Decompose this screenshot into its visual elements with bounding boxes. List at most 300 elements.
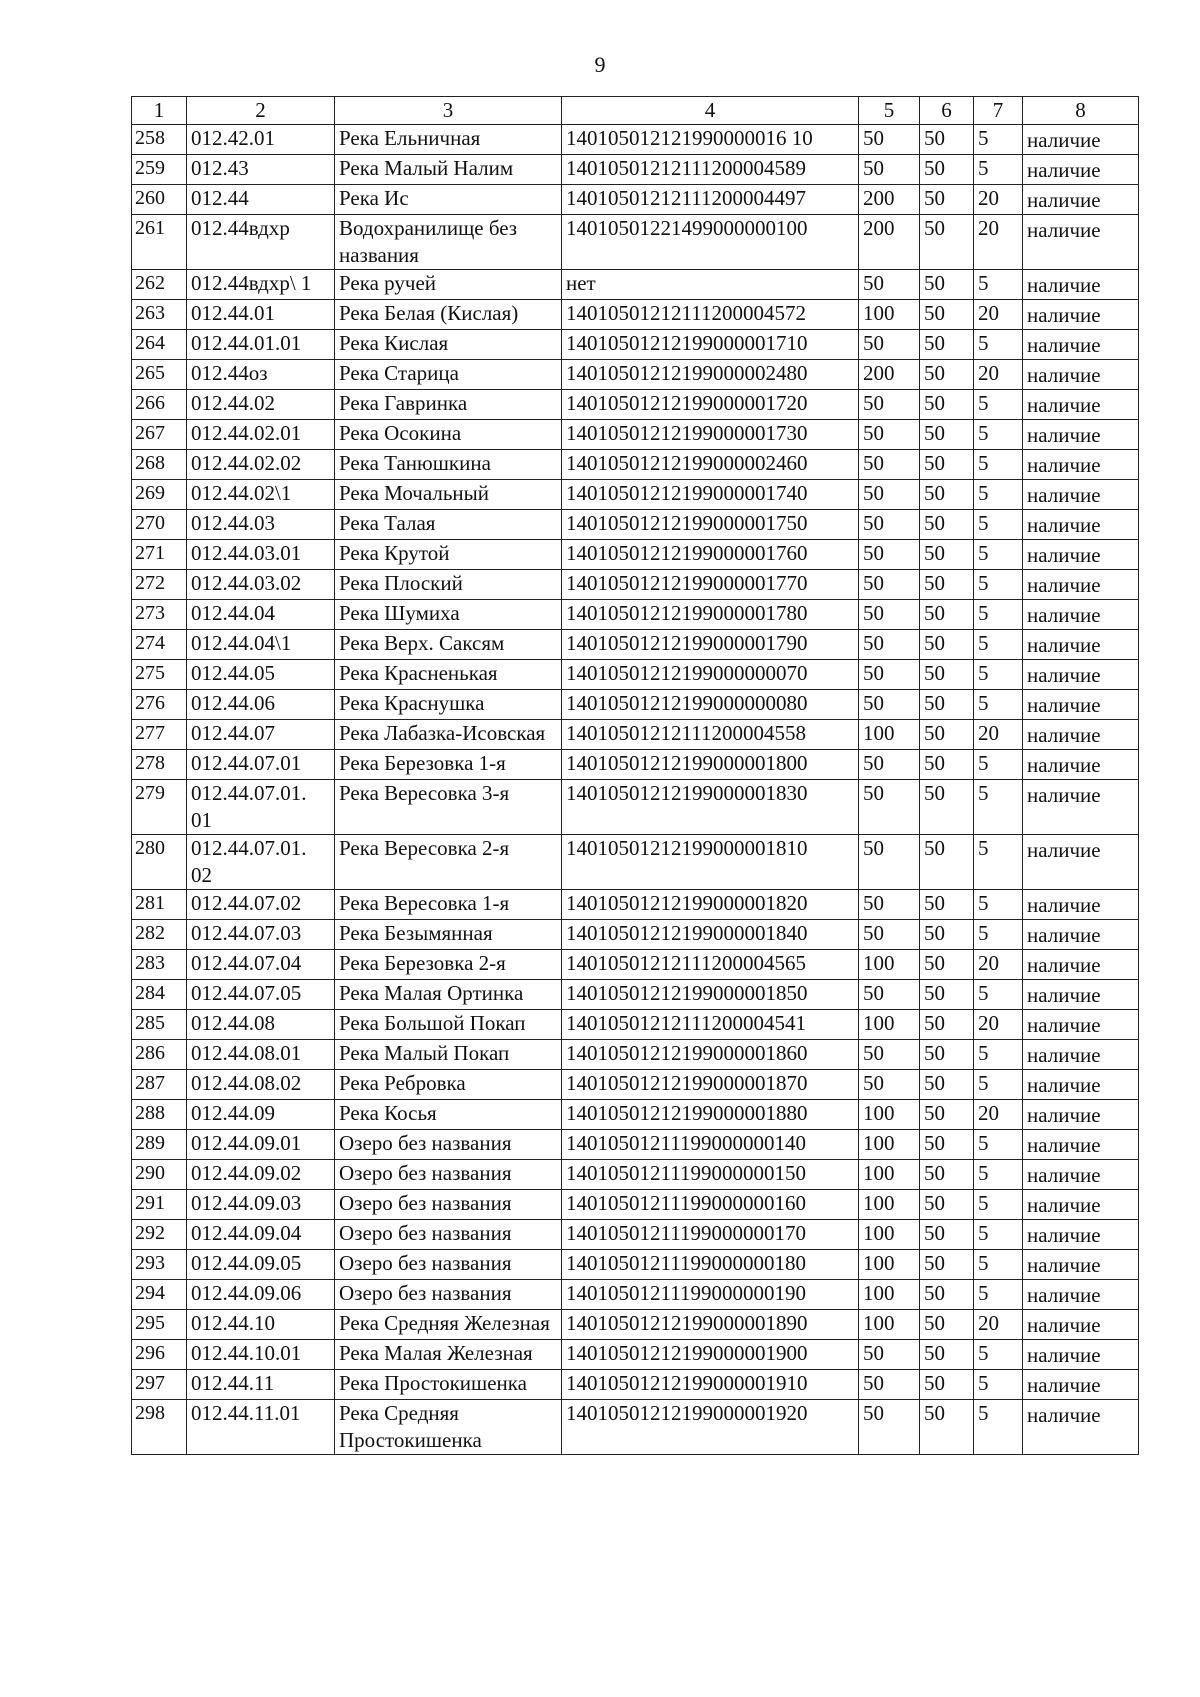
name-cell: Река ручей: [335, 270, 562, 300]
registry-id-cell: 14010501211199000000140: [562, 1130, 859, 1160]
code-cell: 012.44.03.02: [187, 570, 335, 600]
value-cell: 50: [859, 980, 920, 1010]
status-cell: наличие: [1023, 1010, 1139, 1040]
status-cell: наличие: [1023, 660, 1139, 690]
column-header: 3: [335, 97, 562, 125]
name-cell: Река Ельничная: [335, 125, 562, 155]
code-cell: 012.44.09.05: [187, 1250, 335, 1280]
status-cell: наличие: [1023, 300, 1139, 330]
value-cell: 20: [974, 360, 1023, 390]
value-cell: 5: [974, 920, 1023, 950]
name-cell: Река Красненькая: [335, 660, 562, 690]
status-cell: наличие: [1023, 1280, 1139, 1310]
code-cell: 012.44.02: [187, 390, 335, 420]
code-cell: 012.44.10.01: [187, 1340, 335, 1370]
registry-id-cell: 14010501212111200004589: [562, 155, 859, 185]
code-cell: 012.44.07.05: [187, 980, 335, 1010]
value-cell: 5: [974, 480, 1023, 510]
code-cell: 012.44вдхр: [187, 215, 335, 270]
row-number-cell: 270: [132, 510, 187, 540]
value-cell: 50: [920, 510, 974, 540]
value-cell: 50: [920, 125, 974, 155]
name-cell: Река Старица: [335, 360, 562, 390]
name-cell: Река Крутой: [335, 540, 562, 570]
status-cell: наличие: [1023, 185, 1139, 215]
name-cell: Река Белая (Кислая): [335, 300, 562, 330]
row-number-cell: 293: [132, 1250, 187, 1280]
value-cell: 5: [974, 1130, 1023, 1160]
name-cell: Река Безымянная: [335, 920, 562, 950]
code-cell: 012.44.04\1: [187, 630, 335, 660]
value-cell: 50: [920, 950, 974, 980]
value-cell: 5: [974, 420, 1023, 450]
name-cell: Река Танюшкина: [335, 450, 562, 480]
row-number-cell: 290: [132, 1160, 187, 1190]
column-header: 6: [920, 97, 974, 125]
value-cell: 5: [974, 1370, 1023, 1400]
code-cell: 012.44.07.01: [187, 750, 335, 780]
registry-id-cell: 14010501212199000001850: [562, 980, 859, 1010]
table-row: [132, 185, 1139, 215]
value-cell: 20: [974, 1310, 1023, 1340]
value-cell: 200: [859, 215, 920, 270]
registry-id-cell: 14010501212199000001720: [562, 390, 859, 420]
name-cell: Река Ребровка: [335, 1070, 562, 1100]
value-cell: 50: [859, 1070, 920, 1100]
row-number-cell: 281: [132, 890, 187, 920]
table-row: [132, 600, 1139, 630]
code-cell: 012.44.10: [187, 1310, 335, 1340]
value-cell: 50: [920, 480, 974, 510]
name-cell: Река Малый Покап: [335, 1040, 562, 1070]
code-cell: 012.44.08.02: [187, 1070, 335, 1100]
table-row: [132, 630, 1139, 660]
value-cell: 100: [859, 950, 920, 980]
registry-id-cell: 14010501212199000001880: [562, 1100, 859, 1130]
value-cell: 50: [859, 390, 920, 420]
value-cell: 50: [920, 630, 974, 660]
code-cell: 012.44.09.03: [187, 1190, 335, 1220]
value-cell: 50: [920, 1160, 974, 1190]
row-number-cell: 274: [132, 630, 187, 660]
value-cell: 5: [974, 835, 1023, 890]
value-cell: 50: [920, 540, 974, 570]
status-cell: наличие: [1023, 1160, 1139, 1190]
value-cell: 50: [859, 450, 920, 480]
status-cell: наличие: [1023, 1340, 1139, 1370]
status-cell: наличие: [1023, 125, 1139, 155]
registry-id-cell: 14010501212199000001920: [562, 1400, 859, 1455]
value-cell: 5: [974, 600, 1023, 630]
row-number-cell: 295: [132, 1310, 187, 1340]
code-cell: 012.42.01: [187, 125, 335, 155]
status-cell: наличие: [1023, 1220, 1139, 1250]
value-cell: 50: [920, 920, 974, 950]
value-cell: 50: [859, 330, 920, 360]
name-cell: Река Простокишенка: [335, 1370, 562, 1400]
name-cell: Река Краснушка: [335, 690, 562, 720]
name-cell: Река Шумиха: [335, 600, 562, 630]
registry-id-cell: 14010501212199000001900: [562, 1340, 859, 1370]
value-cell: 50: [859, 420, 920, 450]
value-cell: 50: [920, 980, 974, 1010]
water-objects-table: [131, 96, 1139, 1455]
status-cell: наличие: [1023, 980, 1139, 1010]
name-cell: Река Гавринка: [335, 390, 562, 420]
value-cell: 50: [859, 270, 920, 300]
status-cell: наличие: [1023, 1190, 1139, 1220]
value-cell: 50: [920, 1100, 974, 1130]
value-cell: 50: [920, 1220, 974, 1250]
value-cell: 200: [859, 185, 920, 215]
code-cell: 012.44.08.01: [187, 1040, 335, 1070]
value-cell: 5: [974, 155, 1023, 185]
value-cell: 5: [974, 1190, 1023, 1220]
row-number-cell: 277: [132, 720, 187, 750]
status-cell: наличие: [1023, 920, 1139, 950]
status-cell: наличие: [1023, 1100, 1139, 1130]
value-cell: 5: [974, 570, 1023, 600]
code-cell: 012.44.07.01. 02: [187, 835, 335, 890]
table-row: [132, 660, 1139, 690]
code-cell: 012.44.09.06: [187, 1280, 335, 1310]
value-cell: 50: [920, 1280, 974, 1310]
table-row: [132, 950, 1139, 980]
value-cell: 50: [920, 780, 974, 835]
table-row: [132, 330, 1139, 360]
value-cell: 50: [920, 1010, 974, 1040]
row-number-cell: 294: [132, 1280, 187, 1310]
row-number-cell: 284: [132, 980, 187, 1010]
value-cell: 5: [974, 890, 1023, 920]
name-cell: Озеро без названия: [335, 1280, 562, 1310]
status-cell: наличие: [1023, 1310, 1139, 1340]
table-row: [132, 1250, 1139, 1280]
name-cell: Озеро без названия: [335, 1250, 562, 1280]
row-number-cell: 266: [132, 390, 187, 420]
value-cell: 5: [974, 510, 1023, 540]
status-cell: наличие: [1023, 890, 1139, 920]
registry-id-cell: 14010501212199000001770: [562, 570, 859, 600]
row-number-cell: 268: [132, 450, 187, 480]
code-cell: 012.44.07: [187, 720, 335, 750]
value-cell: 5: [974, 1070, 1023, 1100]
table-row: [132, 360, 1139, 390]
registry-id-cell: 14010501212199000001780: [562, 600, 859, 630]
status-cell: наличие: [1023, 450, 1139, 480]
name-cell: Озеро без названия: [335, 1190, 562, 1220]
registry-id-cell: 14010501211199000000190: [562, 1280, 859, 1310]
name-cell: Река Талая: [335, 510, 562, 540]
value-cell: 20: [974, 185, 1023, 215]
row-number-cell: 263: [132, 300, 187, 330]
value-cell: 50: [920, 690, 974, 720]
value-cell: 20: [974, 215, 1023, 270]
registry-id-cell: 14010501212199000001840: [562, 920, 859, 950]
value-cell: 50: [920, 1250, 974, 1280]
value-cell: 50: [920, 1040, 974, 1070]
table-row: [132, 1100, 1139, 1130]
status-cell: наличие: [1023, 510, 1139, 540]
registry-id-cell: 14010501212111200004497: [562, 185, 859, 215]
value-cell: 50: [859, 1370, 920, 1400]
code-cell: 012.44.01.01: [187, 330, 335, 360]
table-row: [132, 780, 1139, 835]
registry-id-cell: 14010501211199000000170: [562, 1220, 859, 1250]
table-row: [132, 1190, 1139, 1220]
value-cell: 50: [920, 600, 974, 630]
value-cell: 50: [920, 155, 974, 185]
value-cell: 50: [859, 1040, 920, 1070]
name-cell: Река Кислая: [335, 330, 562, 360]
status-cell: наличие: [1023, 835, 1139, 890]
code-cell: 012.44вдхр\ 1: [187, 270, 335, 300]
table-row: [132, 300, 1139, 330]
code-cell: 012.44.09.01: [187, 1130, 335, 1160]
row-number-cell: 267: [132, 420, 187, 450]
value-cell: 50: [920, 1070, 974, 1100]
value-cell: 5: [974, 690, 1023, 720]
registry-id-cell: 14010501212199000002460: [562, 450, 859, 480]
row-number-cell: 265: [132, 360, 187, 390]
value-cell: 50: [859, 600, 920, 630]
value-cell: 50: [920, 270, 974, 300]
status-cell: наличие: [1023, 390, 1139, 420]
table-row: [132, 980, 1139, 1010]
registry-id-cell: 14010501212199000001860: [562, 1040, 859, 1070]
value-cell: 100: [859, 300, 920, 330]
name-cell: Река Средняя Железная: [335, 1310, 562, 1340]
value-cell: 50: [859, 660, 920, 690]
value-cell: 50: [920, 835, 974, 890]
registry-id-cell: 14010501212199000001750: [562, 510, 859, 540]
code-cell: 012.44.08: [187, 1010, 335, 1040]
row-number-cell: 273: [132, 600, 187, 630]
row-number-cell: 289: [132, 1130, 187, 1160]
code-cell: 012.44.09.02: [187, 1160, 335, 1190]
row-number-cell: 286: [132, 1040, 187, 1070]
value-cell: 50: [920, 720, 974, 750]
name-cell: Река Березовка 2-я: [335, 950, 562, 980]
value-cell: 20: [974, 720, 1023, 750]
value-cell: 20: [974, 950, 1023, 980]
value-cell: 20: [974, 300, 1023, 330]
value-cell: 50: [859, 835, 920, 890]
status-cell: наличие: [1023, 780, 1139, 835]
status-cell: наличие: [1023, 330, 1139, 360]
name-cell: Река Березовка 1-я: [335, 750, 562, 780]
table-row: [132, 480, 1139, 510]
value-cell: 50: [859, 1400, 920, 1455]
registry-id-cell: 14010501212199000000080: [562, 690, 859, 720]
code-cell: 012.44.06: [187, 690, 335, 720]
value-cell: 5: [974, 450, 1023, 480]
table-row: [132, 1130, 1139, 1160]
value-cell: 5: [974, 1040, 1023, 1070]
table-row: [132, 835, 1139, 890]
registry-id-cell: 14010501212199000000070: [562, 660, 859, 690]
value-cell: 100: [859, 1280, 920, 1310]
row-number-cell: 258: [132, 125, 187, 155]
table-row: [132, 1220, 1139, 1250]
code-cell: 012.44.11.01: [187, 1400, 335, 1455]
row-number-cell: 296: [132, 1340, 187, 1370]
table-row: [132, 270, 1139, 300]
row-number-cell: 282: [132, 920, 187, 950]
row-number-cell: 288: [132, 1100, 187, 1130]
value-cell: 5: [974, 980, 1023, 1010]
value-cell: 50: [920, 1340, 974, 1370]
value-cell: 100: [859, 1190, 920, 1220]
table-row: [132, 390, 1139, 420]
status-cell: наличие: [1023, 600, 1139, 630]
status-cell: наличие: [1023, 540, 1139, 570]
table-row: [132, 690, 1139, 720]
status-cell: наличие: [1023, 270, 1139, 300]
name-cell: Река Осокина: [335, 420, 562, 450]
status-cell: наличие: [1023, 690, 1139, 720]
row-number-cell: 279: [132, 780, 187, 835]
registry-id-cell: 14010501212111200004572: [562, 300, 859, 330]
row-number-cell: 269: [132, 480, 187, 510]
value-cell: 50: [920, 750, 974, 780]
name-cell: Река Плоский: [335, 570, 562, 600]
value-cell: 5: [974, 540, 1023, 570]
code-cell: 012.44.02.02: [187, 450, 335, 480]
status-cell: наличие: [1023, 1400, 1139, 1455]
registry-id-cell: 140105012121990000016 10: [562, 125, 859, 155]
value-cell: 50: [920, 450, 974, 480]
registry-id-cell: 14010501212111200004565: [562, 950, 859, 980]
value-cell: 50: [859, 890, 920, 920]
value-cell: 50: [859, 630, 920, 660]
code-cell: 012.44.07.02: [187, 890, 335, 920]
registry-id-cell: 14010501212199000001910: [562, 1370, 859, 1400]
table-row: [132, 570, 1139, 600]
code-cell: 012.44.05: [187, 660, 335, 690]
row-number-cell: 283: [132, 950, 187, 980]
column-header: 2: [187, 97, 335, 125]
table-row: [132, 510, 1139, 540]
row-number-cell: 292: [132, 1220, 187, 1250]
value-cell: 50: [920, 890, 974, 920]
registry-id-cell: 14010501212199000001890: [562, 1310, 859, 1340]
registry-id-cell: 14010501212199000001820: [562, 890, 859, 920]
code-cell: 012.44.02.01: [187, 420, 335, 450]
column-header: 1: [132, 97, 187, 125]
value-cell: 5: [974, 660, 1023, 690]
value-cell: 200: [859, 360, 920, 390]
value-cell: 50: [920, 330, 974, 360]
code-cell: 012.44.07.04: [187, 950, 335, 980]
table-row: [132, 450, 1139, 480]
value-cell: 50: [859, 570, 920, 600]
registry-id-cell: 14010501212199000001760: [562, 540, 859, 570]
value-cell: 20: [974, 1010, 1023, 1040]
status-cell: наличие: [1023, 1070, 1139, 1100]
code-cell: 012.44.07.03: [187, 920, 335, 950]
table-row: [132, 1010, 1139, 1040]
name-cell: Река Лабазка-Исовская: [335, 720, 562, 750]
code-cell: 012.44.01: [187, 300, 335, 330]
status-cell: наличие: [1023, 1040, 1139, 1070]
table-row: [132, 890, 1139, 920]
status-cell: наличие: [1023, 360, 1139, 390]
value-cell: 5: [974, 1250, 1023, 1280]
registry-id-cell: 14010501212199000001810: [562, 835, 859, 890]
value-cell: 50: [920, 1130, 974, 1160]
registry-id-cell: 14010501221499000000100: [562, 215, 859, 270]
value-cell: 50: [920, 660, 974, 690]
registry-id-cell: 14010501212199000001870: [562, 1070, 859, 1100]
name-cell: Река Верх. Саксям: [335, 630, 562, 660]
value-cell: 50: [859, 690, 920, 720]
table-row: [132, 1370, 1139, 1400]
table-row: [132, 125, 1139, 155]
code-cell: 012.43: [187, 155, 335, 185]
table-row: [132, 1280, 1139, 1310]
table-row: [132, 1040, 1139, 1070]
table-row: [132, 420, 1139, 450]
value-cell: 50: [920, 1400, 974, 1455]
registry-id-cell: нет: [562, 270, 859, 300]
value-cell: 50: [859, 510, 920, 540]
value-cell: 5: [974, 780, 1023, 835]
value-cell: 100: [859, 1010, 920, 1040]
value-cell: 5: [974, 1220, 1023, 1250]
value-cell: 100: [859, 1220, 920, 1250]
registry-id-cell: 14010501211199000000180: [562, 1250, 859, 1280]
row-number-cell: 259: [132, 155, 187, 185]
column-header: 4: [562, 97, 859, 125]
value-cell: 5: [974, 1280, 1023, 1310]
value-cell: 50: [920, 420, 974, 450]
name-cell: Река Вересовка 3-я: [335, 780, 562, 835]
row-number-cell: 260: [132, 185, 187, 215]
value-cell: 50: [920, 185, 974, 215]
value-cell: 5: [974, 270, 1023, 300]
registry-id-cell: 14010501212111200004558: [562, 720, 859, 750]
value-cell: 5: [974, 1400, 1023, 1455]
name-cell: Река Малая Железная: [335, 1340, 562, 1370]
table-row: [132, 1400, 1139, 1455]
row-number-cell: 297: [132, 1370, 187, 1400]
value-cell: 50: [859, 540, 920, 570]
row-number-cell: 275: [132, 660, 187, 690]
row-number-cell: 280: [132, 835, 187, 890]
table-row: [132, 155, 1139, 185]
code-cell: 012.44.11: [187, 1370, 335, 1400]
name-cell: Река Мочальный: [335, 480, 562, 510]
name-cell: Озеро без названия: [335, 1130, 562, 1160]
value-cell: 50: [859, 920, 920, 950]
code-cell: 012.44.07.01. 01: [187, 780, 335, 835]
value-cell: 100: [859, 1160, 920, 1190]
row-number-cell: 261: [132, 215, 187, 270]
registry-id-cell: 14010501212199000002480: [562, 360, 859, 390]
value-cell: 5: [974, 1340, 1023, 1370]
name-cell: Озеро без названия: [335, 1160, 562, 1190]
value-cell: 5: [974, 390, 1023, 420]
status-cell: наличие: [1023, 750, 1139, 780]
row-number-cell: 285: [132, 1010, 187, 1040]
status-cell: наличие: [1023, 155, 1139, 185]
status-cell: наличие: [1023, 720, 1139, 750]
value-cell: 50: [859, 1340, 920, 1370]
row-number-cell: 298: [132, 1400, 187, 1455]
value-cell: 50: [859, 480, 920, 510]
status-cell: наличие: [1023, 570, 1139, 600]
